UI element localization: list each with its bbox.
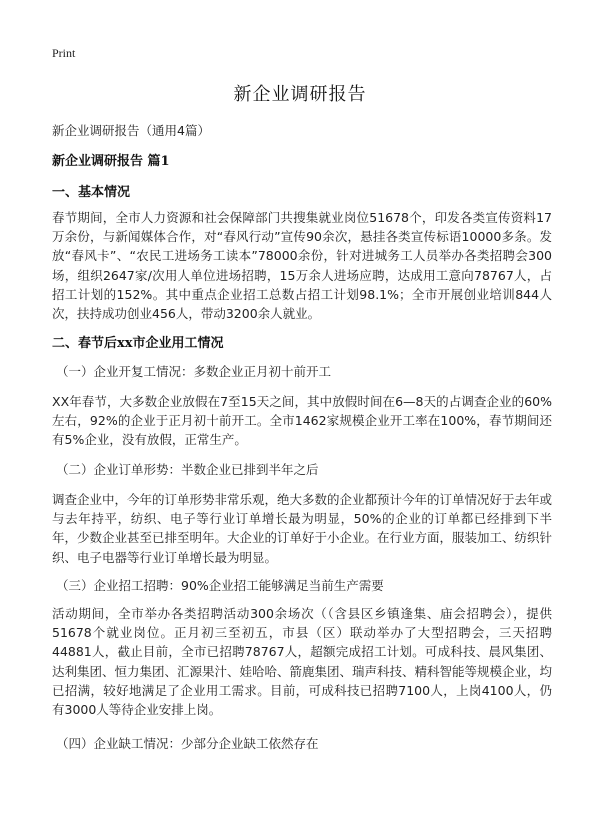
- subsection-paragraph-orders: 调查企业中，今年的订单形势非常乐观，绝大多数的企业都预计今年的订单情况好于去年或与去年持平，纺织、电子等行业订单增长最为明显，50%的企业的订单都已经排到下半年，少数企业甚至已排至明年。大企业的订单好于小企业。在行业方面，服装加工、纺织针织、电子电器等行业订单增长最为明显。: [52, 492, 553, 565]
- document-subtitle: 新企业调研报告（通用4篇）: [52, 123, 210, 138]
- subsection-heading-reopening: （一）企业开复工情况：多数企业正月初十前开工: [56, 364, 332, 379]
- section-heading-employment: 二、春节后xx市企业用工情况: [52, 336, 224, 351]
- subsection-paragraph-reopening: XX年春节，大多数企业放假在7至15天之间，其中放假时间在6—8天的占调查企业的60%左右，92%的企业于正月初十前开工。全市1462家规模企业开工率在100%，春节期间还有5%企业，没有放假，正常生产。: [52, 394, 552, 448]
- page-title: 新企业调研报告: [233, 84, 367, 105]
- subsection-heading-recruitment: （三）企业招工招聘：90%企业招工能够满足当前生产需要: [56, 578, 384, 593]
- print-link[interactable]: Print: [52, 46, 76, 60]
- subsection-heading-orders: （二）企业订单形势：半数企业已排到半年之后: [56, 462, 319, 477]
- article-heading: 新企业调研报告 篇1: [52, 154, 170, 169]
- section-heading-basic: 一、基本情况: [52, 185, 131, 200]
- subsection-heading-shortage: （四）企业缺工情况：少部分企业缺工依然存在: [56, 736, 319, 751]
- section-paragraph-basic: 春节期间，全市人力资源和社会保障部门共搜集就业岗位51678个，印发各类宣传资料17万余份，与新闻媒体合作，对“春风行动”宣传90余次，悬挂各类宣传标语10000多条。发放“春风卡”、“农民工进场务工读本”78000余份，针对进城务工人员举办各类招聘会300场，组织2647家/次用人单位进场招聘，15万余人进场应聘，达成用工意向78767人，占招工计划的152%。其中重点企业招工总数占招工计划98.1%；全市开展创业培训844人次，扶持成功创业456人，带动3200余人就业。: [52, 210, 552, 322]
- subsection-paragraph-recruitment: 活动期间，全市举办各类招聘活动300余场次（（含县区乡镇逢集、庙会招聘会），提供51678个就业岗位。正月初三至初五，市县（区）联动举办了大型招聘会，三天招聘44881人，截止目前，全市已招聘78767人，超额完成招工计划。可成科技、晨风集团、达利集团、恒力集团、汇源果汁、娃哈哈、箭鹿集团、瑞声科技、精科智能等规模企业，均已招满，较好地满足了企业用工需求。目前，可成科技已招聘7100人，上岗4100人，仍有3000人等待企业安排上岗。: [52, 606, 553, 718]
